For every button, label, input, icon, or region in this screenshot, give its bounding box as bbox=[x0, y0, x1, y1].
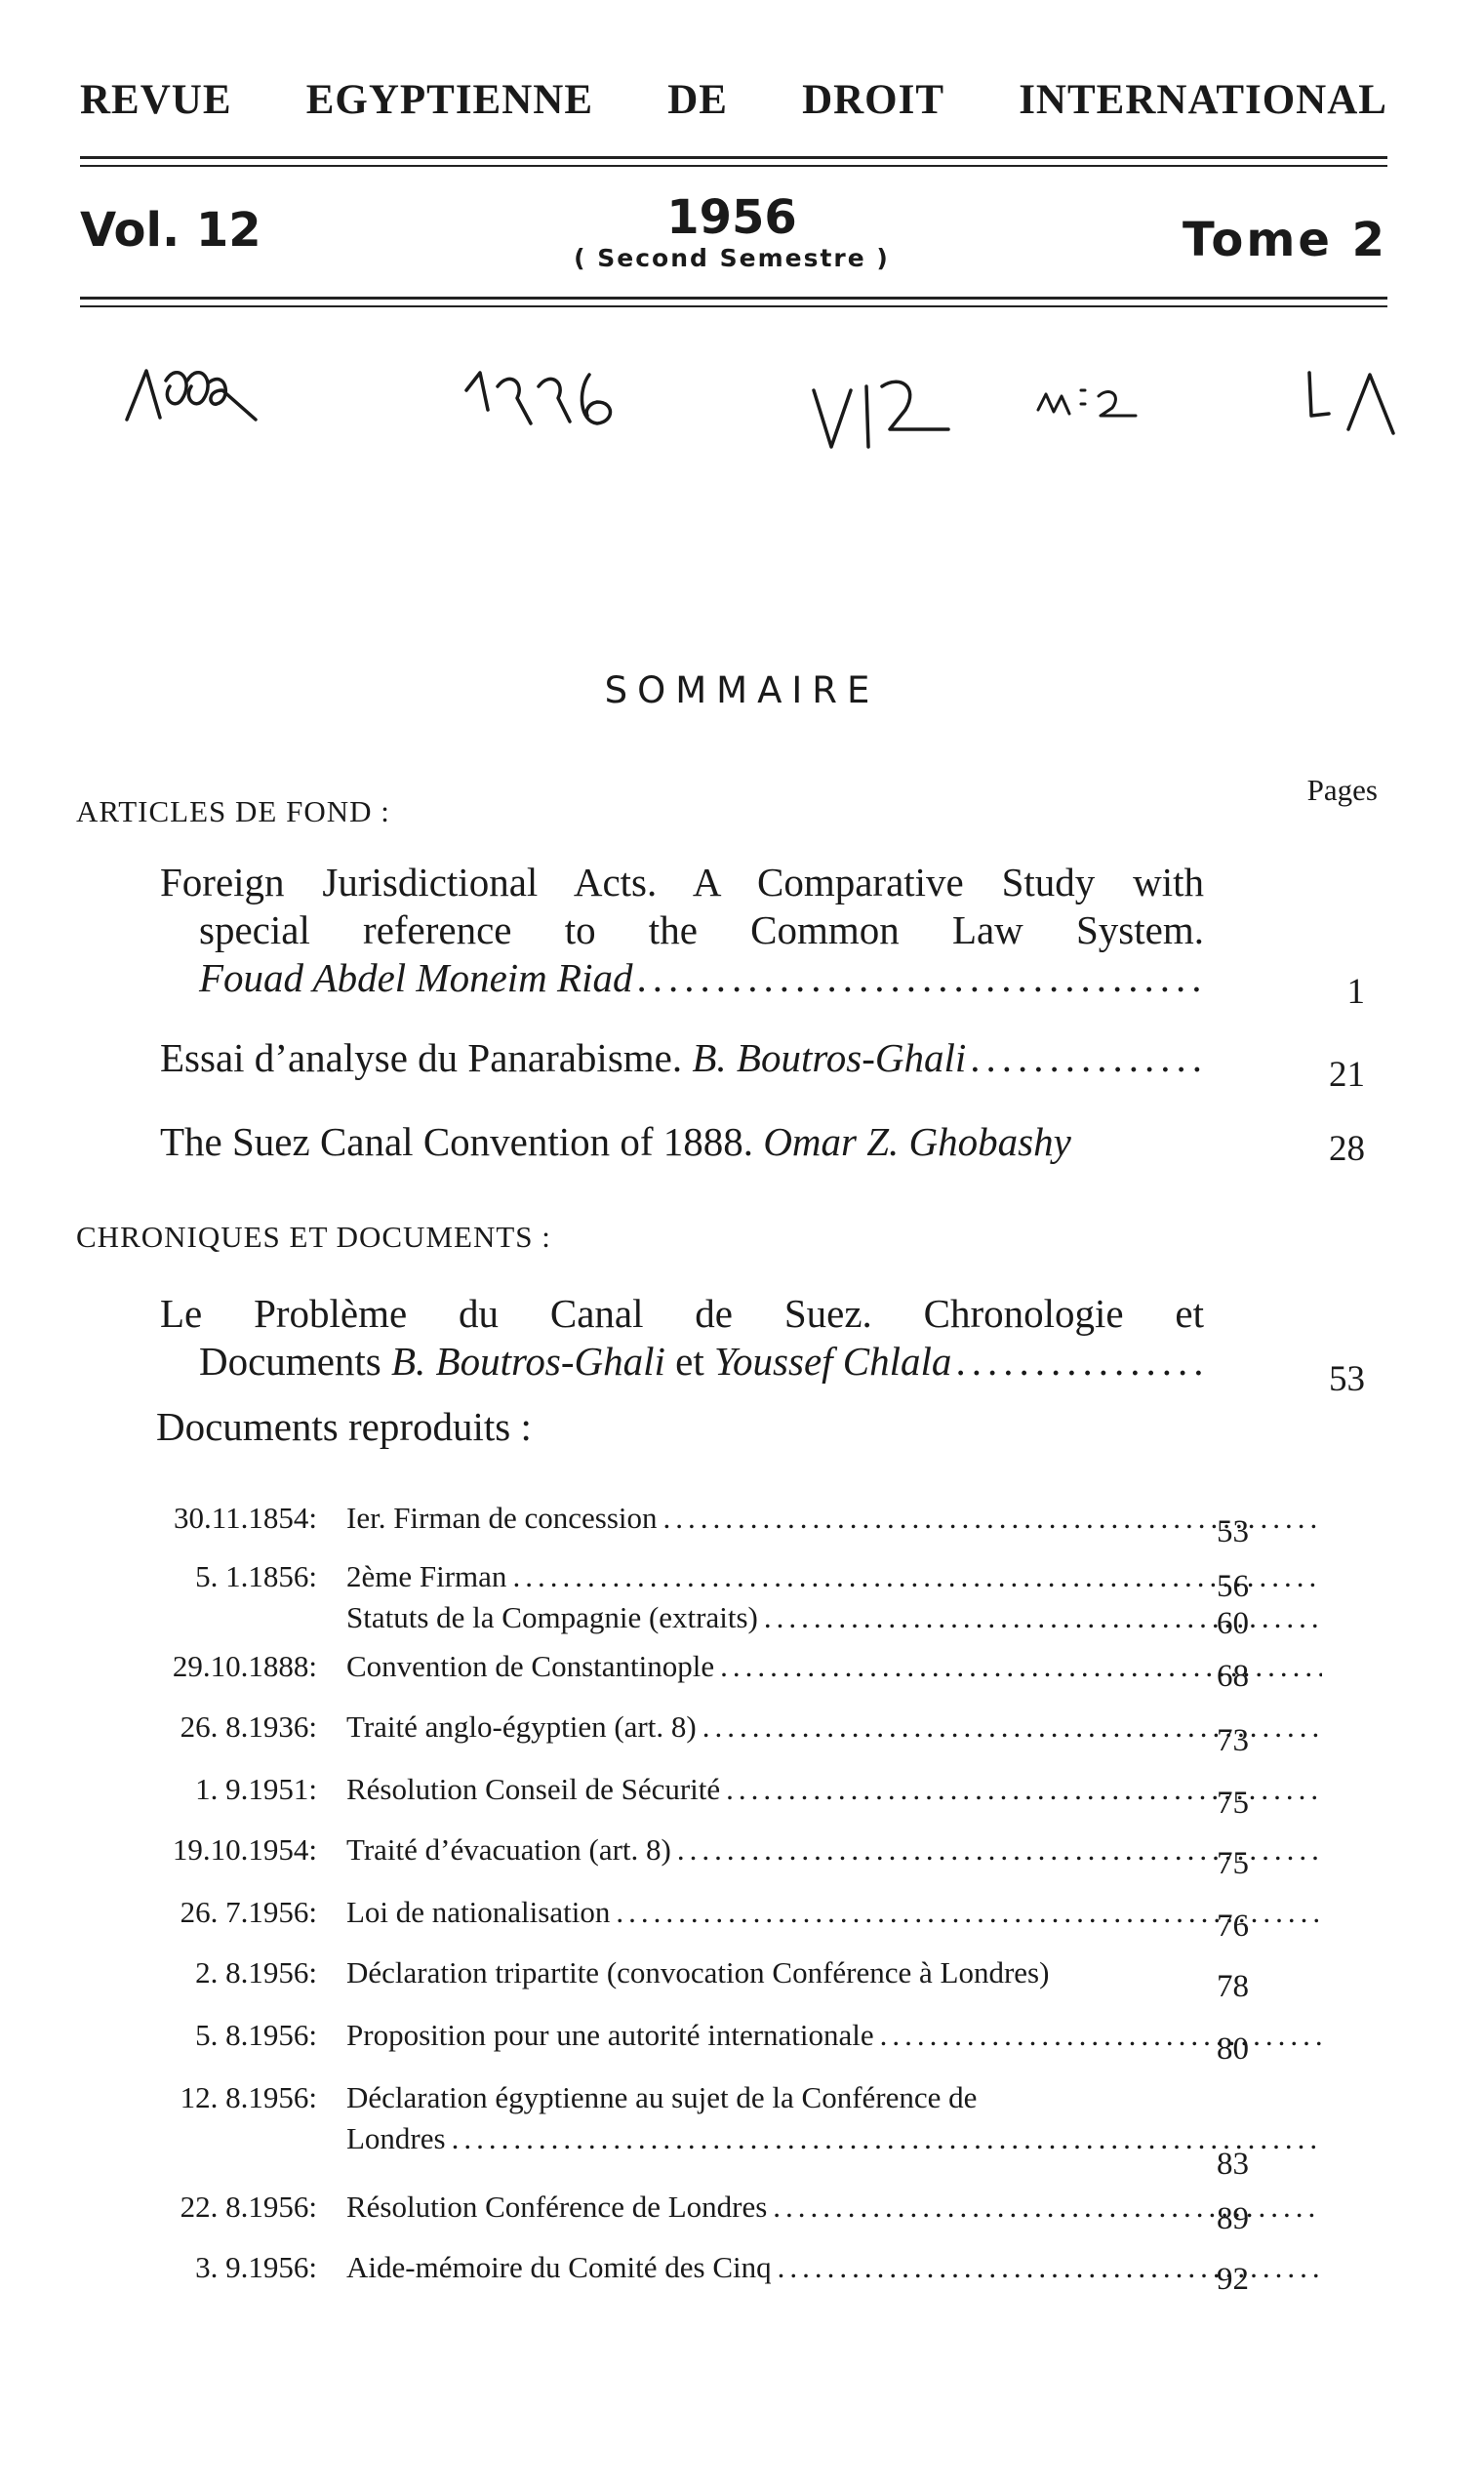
article-page: 21 bbox=[1329, 1055, 1365, 1095]
journal-word: DE bbox=[667, 77, 728, 123]
document-date: 29.10.1888: bbox=[172, 1649, 317, 1683]
leader-dots bbox=[970, 1034, 1204, 1082]
journal-word: EGYPTIENNE bbox=[305, 77, 594, 123]
document-page: 73 bbox=[1217, 1723, 1249, 1758]
leader-dots bbox=[955, 1338, 1204, 1386]
document-page: 83 bbox=[1217, 2147, 1249, 2182]
chronique-author: Youssef Chlala bbox=[714, 1339, 952, 1384]
document-title: Résolution Conférence de Londres bbox=[346, 2190, 768, 2224]
semester: ( Second Semestre ) bbox=[574, 244, 890, 272]
document-page: 60 bbox=[1217, 1606, 1249, 1641]
document-date: 12. 8.1956: bbox=[180, 2080, 317, 2114]
volume-label: Vol. 12 bbox=[80, 203, 261, 258]
document-date: 3. 9.1956: bbox=[195, 2250, 317, 2284]
document-page: 53 bbox=[1217, 1514, 1249, 1549]
leader-dots bbox=[512, 1559, 1322, 1594]
article-author: Fouad Abdel Moneim Riad bbox=[199, 955, 633, 1000]
document-title: Déclaration égyptienne au sujet de la Conférence de bbox=[346, 2080, 978, 2114]
document-title: Résolution Conseil de Sécurité bbox=[346, 1772, 721, 1806]
document-title: Ier. Firman de concession bbox=[346, 1501, 658, 1535]
article-author: B. Boutros-Ghali bbox=[692, 1035, 967, 1080]
pages-column-header: Pages bbox=[1306, 773, 1378, 807]
header-rule bbox=[80, 297, 1387, 300]
chronique-connector: et bbox=[675, 1339, 704, 1384]
article-author: Omar Z. Ghobashy bbox=[763, 1119, 1071, 1164]
article-title: Essai d’analyse du Panarabisme. bbox=[160, 1035, 683, 1080]
article-title: The Suez Canal Convention of 1888. bbox=[160, 1119, 754, 1164]
journal-word: INTERNATIONAL bbox=[1019, 77, 1387, 123]
tome-label: Tome 2 bbox=[1182, 213, 1387, 267]
document-date: 26. 7.1956: bbox=[180, 1895, 317, 1929]
document-date: 5. 8.1956: bbox=[195, 2018, 317, 2052]
document-title: Proposition pour une autorité internationale bbox=[346, 2018, 874, 2052]
document-title: 2ème Firman bbox=[346, 1559, 507, 1593]
document-page: 76 bbox=[1217, 1909, 1249, 1944]
handwritten-mark bbox=[1038, 390, 1136, 416]
document-date: 19.10.1954: bbox=[172, 1832, 317, 1867]
document-date: 1. 9.1951: bbox=[195, 1772, 317, 1806]
year-block bbox=[517, 191, 946, 272]
document-title: Convention de Constantinople bbox=[346, 1649, 715, 1683]
header-rule bbox=[80, 305, 1387, 307]
document-title: Traité d’évacuation (art. 8) bbox=[346, 1832, 671, 1867]
leader-dots bbox=[636, 954, 1204, 1002]
article-entry bbox=[160, 859, 1204, 1002]
chronique-title-line: Le Problème du Canal de Suez. Chronologie et bbox=[160, 1291, 1204, 1336]
document-page: 78 bbox=[1217, 1969, 1249, 2004]
document-date: 5. 1.1856: bbox=[195, 1559, 317, 1593]
handwritten-mark bbox=[814, 382, 948, 447]
article-entry bbox=[160, 1118, 1204, 1166]
article-title-line: special reference to the Common Law System. bbox=[199, 907, 1204, 952]
header-rule bbox=[80, 156, 1387, 159]
handwritten-mark bbox=[1309, 373, 1393, 433]
journal-word: REVUE bbox=[80, 77, 232, 123]
document-title: Statuts de la Compagnie (extraits) bbox=[346, 1600, 758, 1634]
chronique-author: B. Boutros-Ghali bbox=[391, 1339, 665, 1384]
document-page: 68 bbox=[1217, 1659, 1249, 1694]
document-page: 56 bbox=[1217, 1569, 1249, 1604]
article-page: 28 bbox=[1329, 1129, 1365, 1169]
documents-heading: Documents reproduits : bbox=[156, 1404, 532, 1449]
chronique-page: 53 bbox=[1329, 1359, 1365, 1399]
document-title: Aide-mémoire du Comité des Cinq bbox=[346, 2250, 772, 2284]
document-title: Traité anglo-égyptien (art. 8) bbox=[346, 1709, 697, 1744]
chronique-title-line: Documents bbox=[199, 1339, 381, 1384]
document-date: 26. 8.1936: bbox=[180, 1709, 317, 1744]
document-date: 22. 8.1956: bbox=[180, 2190, 317, 2224]
document-date: 30.11.1854: bbox=[174, 1501, 317, 1535]
article-title-line: Foreign Jurisdictional Acts. A Comparative Study with bbox=[160, 860, 1204, 904]
document-title: Loi de nationalisation bbox=[346, 1895, 611, 1929]
document-page: 75 bbox=[1217, 1846, 1249, 1881]
document-page: 80 bbox=[1217, 2031, 1249, 2067]
document-title: Déclaration tripartite (convocation Conférence à Londres) bbox=[346, 1955, 1050, 1990]
document-date: 2. 8.1956: bbox=[195, 1955, 317, 1990]
page-title: SOMMAIRE bbox=[604, 669, 880, 711]
leader-dots bbox=[452, 2121, 1322, 2156]
leader-dots bbox=[880, 2018, 1322, 2053]
chronique-entry bbox=[160, 1290, 1204, 1386]
handwritten-mark bbox=[466, 373, 611, 423]
document-page: 89 bbox=[1217, 2201, 1249, 2236]
document-page: 92 bbox=[1217, 2262, 1249, 2297]
year: 1956 bbox=[666, 190, 797, 245]
journal-word: DROIT bbox=[802, 77, 945, 123]
handwritten-mark bbox=[127, 371, 256, 420]
document-page: 75 bbox=[1217, 1786, 1249, 1821]
section-title-chroniques: CHRONIQUES ET DOCUMENTS : bbox=[76, 1220, 551, 1254]
handwritten-annotation bbox=[80, 351, 1417, 459]
header-rule bbox=[80, 165, 1387, 167]
article-page: 1 bbox=[1346, 972, 1365, 1012]
journal-title bbox=[80, 76, 1387, 124]
document-title: Londres bbox=[346, 2121, 446, 2155]
article-entry bbox=[160, 1034, 1204, 1082]
section-title-articles: ARTICLES DE FOND : bbox=[76, 794, 390, 828]
